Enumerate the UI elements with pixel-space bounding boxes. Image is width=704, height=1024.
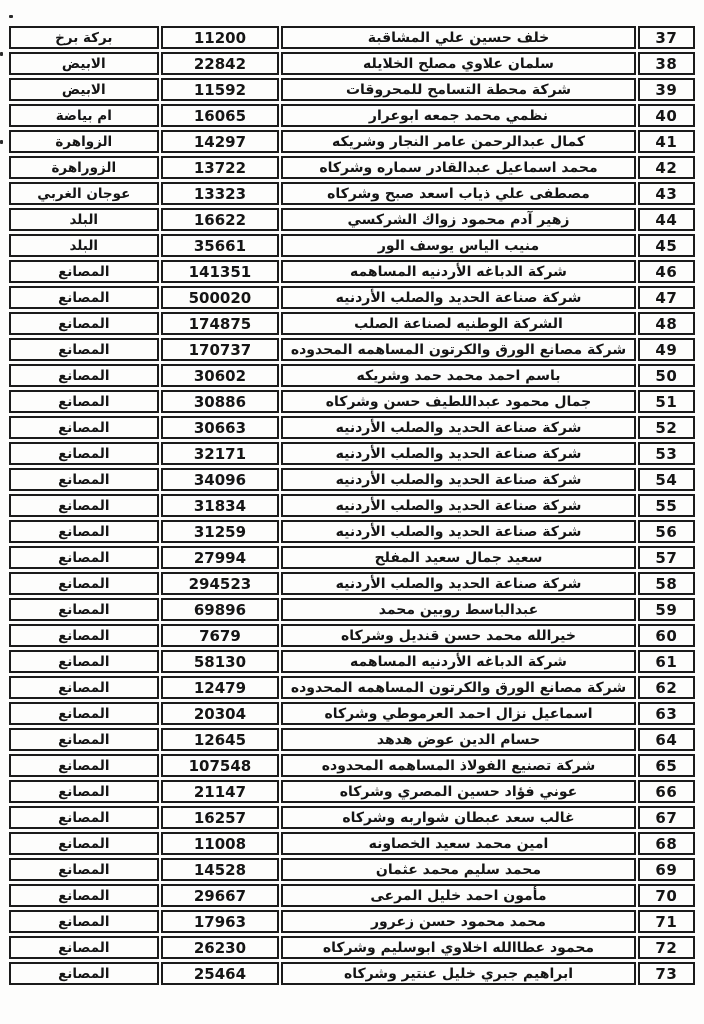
row-number-cell: 54 xyxy=(638,468,695,491)
location-cell: المصانع xyxy=(9,468,159,491)
table-row xyxy=(9,208,695,231)
location-cell: المصانع xyxy=(9,494,159,517)
row-number-cell: 47 xyxy=(638,286,695,309)
row-number-cell: 65 xyxy=(638,754,695,777)
name-cell: باسم احمد محمد حمد وشريكه xyxy=(281,364,635,387)
name-cell: شركة صناعة الحديد والصلب الأردنيه xyxy=(281,494,635,517)
amount-cell: 16622 xyxy=(161,208,280,231)
row-number-cell: 37 xyxy=(638,26,695,49)
table-row xyxy=(9,598,695,621)
name-cell: سعيد جمال سعيد المفلح xyxy=(281,546,635,569)
name-cell: شركة محطة التسامح للمحروقات xyxy=(281,78,635,101)
row-number-cell: 62 xyxy=(638,676,695,699)
location-cell: ام بياضة xyxy=(9,104,159,127)
location-cell: المصانع xyxy=(9,910,159,933)
amount-cell: 12479 xyxy=(161,676,280,699)
row-number-cell: 66 xyxy=(638,780,695,803)
name-cell: كمال عبدالرحمن عامر النجار وشريكه xyxy=(281,130,635,153)
row-number-cell: 46 xyxy=(638,260,695,283)
row-number-cell: 49 xyxy=(638,338,695,361)
row-number-cell: 44 xyxy=(638,208,695,231)
location-cell: المصانع xyxy=(9,754,159,777)
name-cell: اسماعيل نزال احمد العرموطي وشركاه xyxy=(281,702,635,725)
amount-cell: 14528 xyxy=(161,858,280,881)
amount-cell: 11008 xyxy=(161,832,280,855)
table-row xyxy=(9,286,695,309)
name-cell: امين محمد سعيد الخصاونه xyxy=(281,832,635,855)
table-row xyxy=(9,390,695,413)
location-cell: عوجان الغربي xyxy=(9,182,159,205)
name-cell: الشركة الوطنيه لصناعة الصلب xyxy=(281,312,635,335)
name-cell: غالب سعد عبطان شواربه وشركاه xyxy=(281,806,635,829)
table-row xyxy=(9,806,695,829)
amount-cell: 22842 xyxy=(161,52,280,75)
row-number-cell: 40 xyxy=(638,104,695,127)
name-cell: شركة الدباغه الأردنيه المساهمه xyxy=(281,650,635,673)
amount-cell: 31834 xyxy=(161,494,280,517)
amount-cell: 20304 xyxy=(161,702,280,725)
amount-cell: 500020 xyxy=(161,286,280,309)
amount-cell: 294523 xyxy=(161,572,280,595)
row-number-cell: 38 xyxy=(638,52,695,75)
location-cell: المصانع xyxy=(9,702,159,725)
name-cell: محمد اسماعيل عبدالقادر سماره وشركاه xyxy=(281,156,635,179)
table-row xyxy=(9,520,695,543)
table-row xyxy=(9,260,695,283)
row-number-cell: 55 xyxy=(638,494,695,517)
table-row xyxy=(9,546,695,569)
amount-cell: 170737 xyxy=(161,338,280,361)
location-cell: الابيض xyxy=(9,78,159,101)
table-row xyxy=(9,754,695,777)
amount-cell: 69896 xyxy=(161,598,280,621)
name-cell: شركة مصانع الورق والكرتون المساهمه المحدوده xyxy=(281,338,635,361)
table-row xyxy=(9,416,695,439)
name-cell: شركة صناعة الحديد والصلب الأردنيه xyxy=(281,416,635,439)
table-row xyxy=(9,780,695,803)
name-cell: خلف حسين علي المشاقبة xyxy=(281,26,635,49)
location-cell: المصانع xyxy=(9,442,159,465)
amount-cell: 11200 xyxy=(161,26,280,49)
registry-table xyxy=(7,23,697,988)
location-cell: المصانع xyxy=(9,962,159,985)
row-number-cell: 73 xyxy=(638,962,695,985)
table-row xyxy=(9,572,695,595)
scan-artifact xyxy=(9,15,13,18)
name-cell: شركة صناعة الحديد والصلب الأردنيه xyxy=(281,468,635,491)
amount-cell: 21147 xyxy=(161,780,280,803)
name-cell: شركة تصنيع الفولاذ المساهمه المحدوده xyxy=(281,754,635,777)
amount-cell: 27994 xyxy=(161,546,280,569)
location-cell: الزواهرة xyxy=(9,130,159,153)
row-number-cell: 59 xyxy=(638,598,695,621)
table-row xyxy=(9,156,695,179)
name-cell: شركة صناعة الحديد والصلب الأردنيه xyxy=(281,572,635,595)
amount-cell: 13323 xyxy=(161,182,280,205)
amount-cell: 34096 xyxy=(161,468,280,491)
row-number-cell: 57 xyxy=(638,546,695,569)
table-row xyxy=(9,26,695,49)
location-cell: المصانع xyxy=(9,624,159,647)
row-number-cell: 72 xyxy=(638,936,695,959)
table-row xyxy=(9,650,695,673)
location-cell: المصانع xyxy=(9,260,159,283)
location-cell: المصانع xyxy=(9,780,159,803)
name-cell: محمود عطاالله اخلاوي ابوسليم وشركاه xyxy=(281,936,635,959)
amount-cell: 32171 xyxy=(161,442,280,465)
name-cell: محمد محمود حسن زعرور xyxy=(281,910,635,933)
amount-cell: 30886 xyxy=(161,390,280,413)
amount-cell: 13722 xyxy=(161,156,280,179)
location-cell: المصانع xyxy=(9,806,159,829)
row-number-cell: 60 xyxy=(638,624,695,647)
name-cell: حسام الدين عوض هدهد xyxy=(281,728,635,751)
amount-cell: 58130 xyxy=(161,650,280,673)
row-number-cell: 43 xyxy=(638,182,695,205)
amount-cell: 26230 xyxy=(161,936,280,959)
name-cell: عبدالباسط روبين محمد xyxy=(281,598,635,621)
name-cell: شركة صناعة الحديد والصلب الأردنيه xyxy=(281,520,635,543)
amount-cell: 12645 xyxy=(161,728,280,751)
amount-cell: 31259 xyxy=(161,520,280,543)
row-number-cell: 69 xyxy=(638,858,695,881)
table-row xyxy=(9,52,695,75)
name-cell: منيب الياس يوسف الور xyxy=(281,234,635,257)
amount-cell: 11592 xyxy=(161,78,280,101)
row-number-cell: 58 xyxy=(638,572,695,595)
row-number-cell: 56 xyxy=(638,520,695,543)
location-cell: المصانع xyxy=(9,286,159,309)
location-cell: المصانع xyxy=(9,520,159,543)
amount-cell: 35661 xyxy=(161,234,280,257)
row-number-cell: 68 xyxy=(638,832,695,855)
amount-cell: 16065 xyxy=(161,104,280,127)
table-row xyxy=(9,312,695,335)
name-cell: سلمان علاوي مصلح الخلايله xyxy=(281,52,635,75)
row-number-cell: 53 xyxy=(638,442,695,465)
row-number-cell: 52 xyxy=(638,416,695,439)
name-cell: عوني فؤاد حسين المصري وشركاه xyxy=(281,780,635,803)
location-cell: المصانع xyxy=(9,884,159,907)
amount-cell: 25464 xyxy=(161,962,280,985)
location-cell: المصانع xyxy=(9,338,159,361)
table-row xyxy=(9,78,695,101)
table-row xyxy=(9,858,695,881)
name-cell: شركة مصانع الورق والكرتون المساهمه المحدوده xyxy=(281,676,635,699)
row-number-cell: 67 xyxy=(638,806,695,829)
table-row xyxy=(9,338,695,361)
name-cell: نظمي محمد جمعه ابوعرار xyxy=(281,104,635,127)
table-row xyxy=(9,676,695,699)
location-cell: المصانع xyxy=(9,936,159,959)
name-cell: شركة الدباغه الأردنيه المساهمه xyxy=(281,260,635,283)
name-cell: شركة صناعة الحديد والصلب الأردنيه xyxy=(281,442,635,465)
row-number-cell: 45 xyxy=(638,234,695,257)
table-row xyxy=(9,884,695,907)
location-cell: المصانع xyxy=(9,572,159,595)
table-row xyxy=(9,832,695,855)
table-row xyxy=(9,468,695,491)
location-cell: المصانع xyxy=(9,416,159,439)
scan-artifact xyxy=(0,52,3,56)
table-row xyxy=(9,130,695,153)
table-row xyxy=(9,728,695,751)
row-number-cell: 63 xyxy=(638,702,695,725)
name-cell: شركة صناعة الحديد والصلب الأردنيه xyxy=(281,286,635,309)
amount-cell: 7679 xyxy=(161,624,280,647)
scan-artifact xyxy=(0,140,3,144)
row-number-cell: 39 xyxy=(638,78,695,101)
name-cell: جمال محمود عبداللطيف حسن وشركاه xyxy=(281,390,635,413)
location-cell: البلد xyxy=(9,234,159,257)
name-cell: مأمون احمد خليل المرعى xyxy=(281,884,635,907)
amount-cell: 14297 xyxy=(161,130,280,153)
location-cell: المصانع xyxy=(9,364,159,387)
location-cell: المصانع xyxy=(9,390,159,413)
amount-cell: 29667 xyxy=(161,884,280,907)
amount-cell: 174875 xyxy=(161,312,280,335)
table-row xyxy=(9,624,695,647)
name-cell: محمد سليم محمد عثمان xyxy=(281,858,635,881)
table-row xyxy=(9,364,695,387)
table-row xyxy=(9,494,695,517)
amount-cell: 16257 xyxy=(161,806,280,829)
amount-cell: 141351 xyxy=(161,260,280,283)
row-number-cell: 48 xyxy=(638,312,695,335)
location-cell: المصانع xyxy=(9,598,159,621)
name-cell: زهير آدم محمود زواك الشركسي xyxy=(281,208,635,231)
location-cell: المصانع xyxy=(9,676,159,699)
location-cell: المصانع xyxy=(9,832,159,855)
row-number-cell: 71 xyxy=(638,910,695,933)
location-cell: البلد xyxy=(9,208,159,231)
table-row xyxy=(9,104,695,127)
location-cell: المصانع xyxy=(9,546,159,569)
location-cell: المصانع xyxy=(9,312,159,335)
row-number-cell: 61 xyxy=(638,650,695,673)
row-number-cell: 70 xyxy=(638,884,695,907)
name-cell: مصطفى علي ذياب اسعد صبح وشركاه xyxy=(281,182,635,205)
name-cell: ابراهيم جبري خليل عنتير وشركاه xyxy=(281,962,635,985)
location-cell: بركة برخ xyxy=(9,26,159,49)
table-row xyxy=(9,936,695,959)
location-cell: المصانع xyxy=(9,650,159,673)
location-cell: المصانع xyxy=(9,728,159,751)
amount-cell: 30602 xyxy=(161,364,280,387)
table-row xyxy=(9,962,695,985)
row-number-cell: 51 xyxy=(638,390,695,413)
location-cell: الابيض xyxy=(9,52,159,75)
location-cell: المصانع xyxy=(9,858,159,881)
table-row xyxy=(9,234,695,257)
table-row xyxy=(9,442,695,465)
table-row xyxy=(9,182,695,205)
row-number-cell: 64 xyxy=(638,728,695,751)
amount-cell: 17963 xyxy=(161,910,280,933)
row-number-cell: 41 xyxy=(638,130,695,153)
amount-cell: 30663 xyxy=(161,416,280,439)
amount-cell: 107548 xyxy=(161,754,280,777)
table-row xyxy=(9,910,695,933)
row-number-cell: 50 xyxy=(638,364,695,387)
location-cell: الزوراهرة xyxy=(9,156,159,179)
name-cell: خيرالله محمد حسن قنديل وشركاه xyxy=(281,624,635,647)
table-row xyxy=(9,702,695,725)
row-number-cell: 42 xyxy=(638,156,695,179)
